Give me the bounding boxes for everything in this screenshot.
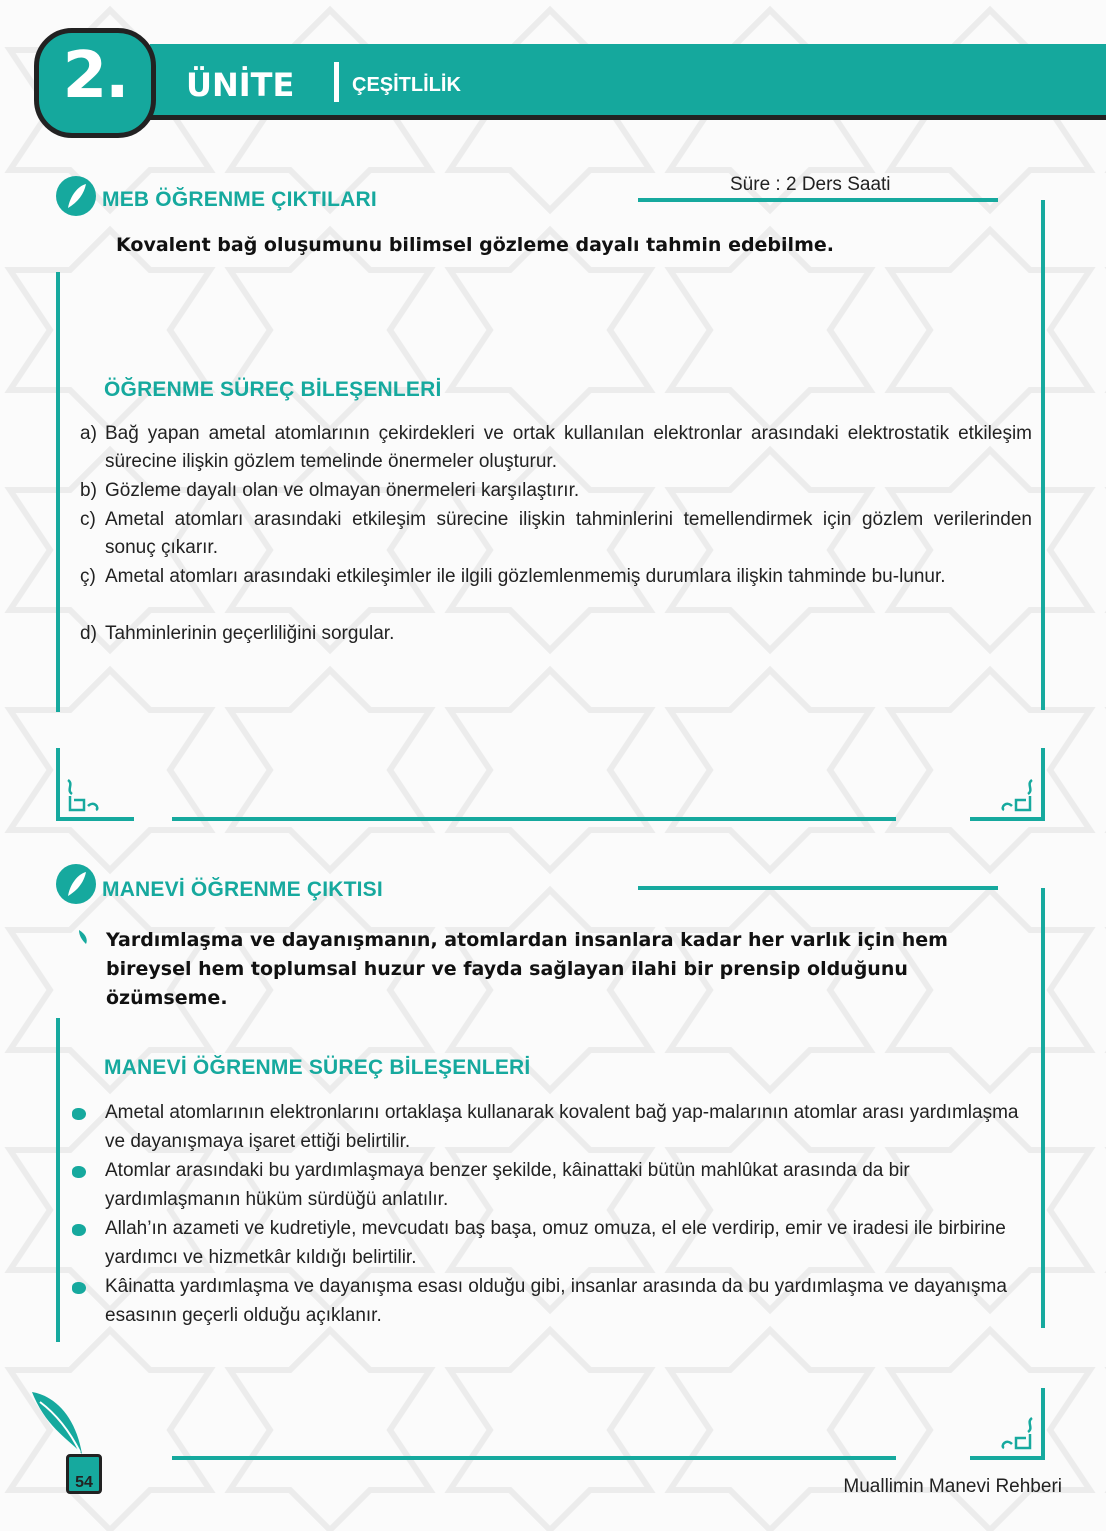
- bullet-text: Atomlar arasındaki bu yardımlaşmaya benzer şekilde, kâinattaki bütün mahlûkat arasında da bir yardımlaşmanın hüküm sürdüğü anlatılır.: [105, 1160, 910, 1210]
- divider: [638, 886, 998, 890]
- item-text: Tahminlerinin geçerliliğini sorgular.: [105, 623, 395, 644]
- bullet-text: Kâinatta yardımlaşma ve dayanışma esası olduğu gibi, insanlar arasında da bu yardımlaşma ve dayanışma esasının geçerli olduğu açıklanır.: [105, 1276, 1007, 1326]
- feather-icon: [56, 864, 96, 904]
- bullet-text: Ametal atomlarının elektronlarını ortaklaşa kullanarak kovalent bağ yap-malarının atomlar arası yardımlaşma ve dayanışmaya işaret ettiği belirtilir.: [105, 1102, 1019, 1152]
- frame-line: [172, 1456, 896, 1460]
- unit-title: ÇEŞİTLİLİK: [352, 74, 461, 96]
- frame-line: [56, 1018, 60, 1342]
- frame-line: [1041, 1388, 1045, 1458]
- unit-number-badge: [34, 28, 156, 138]
- unit-label: ÜNİTE: [186, 66, 295, 104]
- manevi-section-title: MANEVİ ÖĞRENME ÇIKTISI: [102, 878, 383, 901]
- item-label: c): [80, 509, 96, 530]
- divider: [638, 198, 998, 202]
- frame-line: [1041, 200, 1045, 710]
- manevi-process-title: MANEVİ ÖĞRENME SÜREÇ BİLEŞENLERİ: [104, 1056, 531, 1079]
- page-number-badge: [66, 1454, 102, 1494]
- item-text: Ametal atomları arasındaki etkileşimler ile ilgili gözlemlenmemiş durumlara ilişkin tahminde bu-lunur.: [105, 566, 946, 587]
- frame-line: [970, 1456, 1045, 1460]
- list-item: [80, 620, 1032, 648]
- corner-ornament-icon: [996, 1416, 1036, 1452]
- list-item: [80, 420, 1032, 476]
- unit-number: 2.: [62, 39, 128, 113]
- frame-line: [56, 748, 60, 818]
- frame-line: [56, 817, 134, 821]
- page-number: 54: [75, 1474, 93, 1491]
- item-label: b): [80, 480, 97, 501]
- list-item: [80, 506, 1032, 562]
- corner-ornament-icon: [996, 778, 1036, 814]
- process-title: ÖĞRENME SÜREÇ BİLEŞENLERİ: [104, 378, 442, 401]
- feather-icon: [56, 176, 96, 216]
- header-separator: [334, 62, 339, 102]
- manevi-outcome: Yardımlaşma ve dayanışmanın, atomlardan insanlara kadar her varlık için hem bireysel hem toplumsal huzur ve fayda sağlayan ilahi bir prensip olduğunu özümseme.: [106, 929, 948, 1009]
- corner-ornament-icon: [64, 778, 104, 814]
- frame-line: [1041, 888, 1045, 1328]
- list-item: [80, 1098, 1020, 1156]
- item-text: Bağ yapan ametal atomlarının çekirdekleri ve ortak kullanılan elektronlar arasındaki elektrostatik etkileşim sürecine ilişkin gözlem temelinde önermeler oluşturur.: [105, 423, 1032, 472]
- meb-outcome: Kovalent bağ oluşumunu bilimsel gözleme dayalı tahmin edebilme.: [116, 234, 834, 256]
- bullet-icon: [72, 1108, 86, 1120]
- item-text: Ametal atomları arasındaki etkileşim sürecine ilişkin tahminlerini temellendirmek için gözlem verilerinden sonuç çıkarır.: [105, 509, 1032, 558]
- bullet-icon: [72, 1166, 86, 1178]
- book-title: Muallimin Manevi Rehberi: [843, 1476, 1062, 1497]
- leaf-icon: [76, 928, 90, 946]
- meb-section-title: MEB ÖĞRENME ÇIKTILARI: [102, 188, 377, 211]
- frame-line: [172, 817, 896, 821]
- list-item: [80, 563, 1032, 591]
- frame-line: [56, 272, 60, 712]
- list-item: [80, 1272, 1020, 1330]
- frame-line: [970, 817, 1045, 821]
- duration-label: Süre : 2 Ders Saati: [730, 174, 891, 195]
- item-label: ç): [80, 566, 96, 587]
- item-label: a): [80, 423, 97, 444]
- item-label: d): [80, 623, 97, 644]
- list-item: [80, 1214, 1020, 1272]
- bullet-icon: [72, 1282, 86, 1294]
- list-item: [80, 477, 1032, 505]
- bullet-text: Allah’ın azameti ve kudretiyle, mevcudatı baş başa, omuz omuza, el ele verdirip, emir ve iradesi ile birbirine yardımcı ve hizmetkâr kıldığı belirtilir.: [105, 1218, 1006, 1268]
- item-text: Gözleme dayalı olan ve olmayan önermeleri karşılaştırır.: [105, 480, 580, 501]
- frame-line: [1041, 748, 1045, 818]
- bullet-icon: [72, 1224, 86, 1236]
- list-item: [80, 1156, 1020, 1214]
